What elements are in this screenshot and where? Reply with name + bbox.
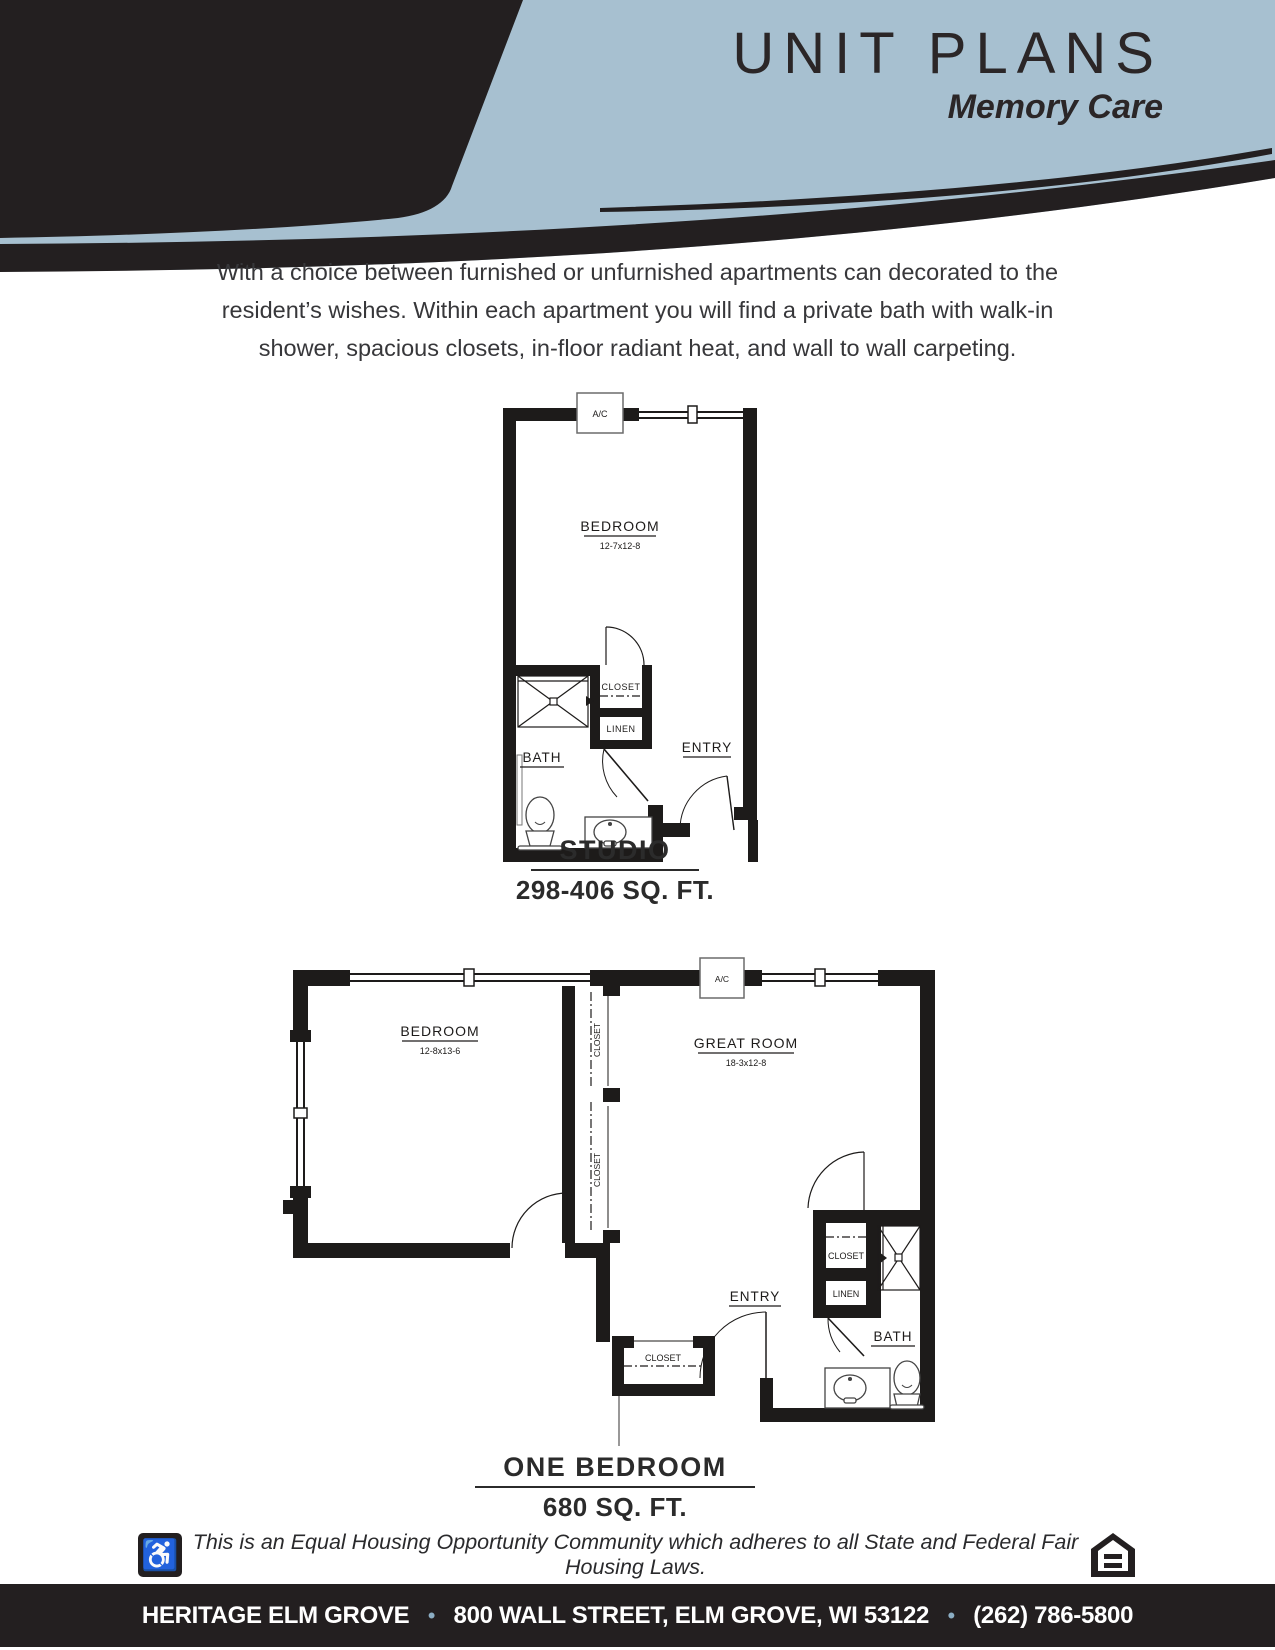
one-bedroom-ac-unit xyxy=(700,958,744,998)
studio-ac-label: A/C xyxy=(592,409,608,419)
one-bedroom-floor-plan xyxy=(278,950,958,1450)
linen-label: LINEN xyxy=(832,1289,860,1299)
wheelchair-glyph: ♿ xyxy=(141,1538,179,1572)
one-bedroom-title: ONE BEDROOM xyxy=(475,1452,755,1488)
footer-bar xyxy=(0,1584,1275,1647)
middle-closets xyxy=(591,992,608,1230)
bath-door xyxy=(828,1318,864,1356)
closet-lower-label: CLOSET xyxy=(592,1152,602,1188)
one-bedroom-shower xyxy=(878,1226,920,1290)
page-title: UNIT PLANS xyxy=(732,21,1163,86)
intro-paragraph xyxy=(0,253,1275,367)
one-bedroom-entry-label: ENTRY xyxy=(729,1289,781,1304)
studio-bath-door xyxy=(603,749,648,801)
equal-housing-icon xyxy=(1089,1532,1137,1578)
studio-walls xyxy=(503,408,758,862)
bedroom-dim: 12-8x13-6 xyxy=(419,1046,461,1056)
studio-window-mullion xyxy=(688,406,697,423)
footer-bullet-1: • xyxy=(427,1602,436,1628)
bath-closet-door xyxy=(808,1152,864,1210)
great-room-dim: 18-3x12-8 xyxy=(725,1058,767,1068)
intro-line-1: With a choice between furnished or unfurnished apartments can decorated to the xyxy=(216,259,1059,285)
great-room-label: GREAT ROOM xyxy=(693,1035,799,1051)
studio-bedroom-label: BEDROOM xyxy=(580,518,660,534)
studio-bath-label: BATH xyxy=(522,750,562,765)
intro-line-2: resident’s wishes. Within each apartment you will find a private bath with walk-in xyxy=(221,297,1054,323)
closet-bath-label: CLOSET xyxy=(827,1251,865,1261)
studio-entry-door xyxy=(680,776,734,830)
footer-company: HERITAGE ELM GROVE xyxy=(141,1601,410,1629)
studio-title: STUDIO xyxy=(531,835,698,871)
closet-hall-label: CLOSET xyxy=(644,1353,682,1363)
one-bedroom-walls xyxy=(283,970,935,1422)
wheelchair-icon xyxy=(138,1533,182,1577)
bedroom-label: BEDROOM xyxy=(400,1023,480,1039)
compliance-text: This is an Equal Housing Opportunity Community which adheres to all State and Federal Fair Housing Laws. xyxy=(192,1530,1079,1579)
footer-phone: (262) 786-5800 xyxy=(973,1601,1134,1629)
footer-text xyxy=(142,1602,1133,1630)
studio-sqft: 298-406 SQ. FT. xyxy=(515,875,715,905)
studio-closet-label: CLOSET xyxy=(601,682,641,692)
one-bedroom-title-block xyxy=(0,1452,1230,1523)
one-bedroom-ac-label: A/C xyxy=(714,974,730,984)
compliance-row xyxy=(138,1532,1137,1578)
one-bedroom-toilet xyxy=(890,1361,924,1409)
window-mullion-2 xyxy=(815,969,825,986)
one-bedroom-sink xyxy=(825,1368,890,1408)
studio-wall-niche xyxy=(517,755,522,825)
window-mullion-1 xyxy=(464,969,474,986)
footer-bullet-2: • xyxy=(947,1602,955,1628)
one-bedroom-sqft: 680 SQ. FT. xyxy=(542,1492,688,1522)
window-mullion-3 xyxy=(294,1108,307,1118)
studio-bedroom-dim: 12-7x12-8 xyxy=(599,541,641,551)
footer-address: 800 WALL STREET, ELM GROVE, WI 53122 xyxy=(453,1601,930,1629)
studio-entry-label: ENTRY xyxy=(681,740,733,755)
closet-upper-label: CLOSET xyxy=(592,1022,602,1058)
studio-shower xyxy=(518,676,594,727)
intro-line-3: shower, spacious closets, in-floor radiant heat, and wall to wall carpeting. xyxy=(258,335,1017,361)
studio-closet-door xyxy=(606,627,644,665)
one-bedroom-bath-label: BATH xyxy=(873,1329,913,1344)
page-subtitle: Memory Care xyxy=(947,88,1163,126)
studio-ac-unit xyxy=(577,393,623,433)
studio-title-block xyxy=(0,835,1230,906)
studio-floor-plan xyxy=(480,383,770,873)
bedroom-door xyxy=(512,1193,567,1248)
studio-linen-label: LINEN xyxy=(606,724,636,734)
